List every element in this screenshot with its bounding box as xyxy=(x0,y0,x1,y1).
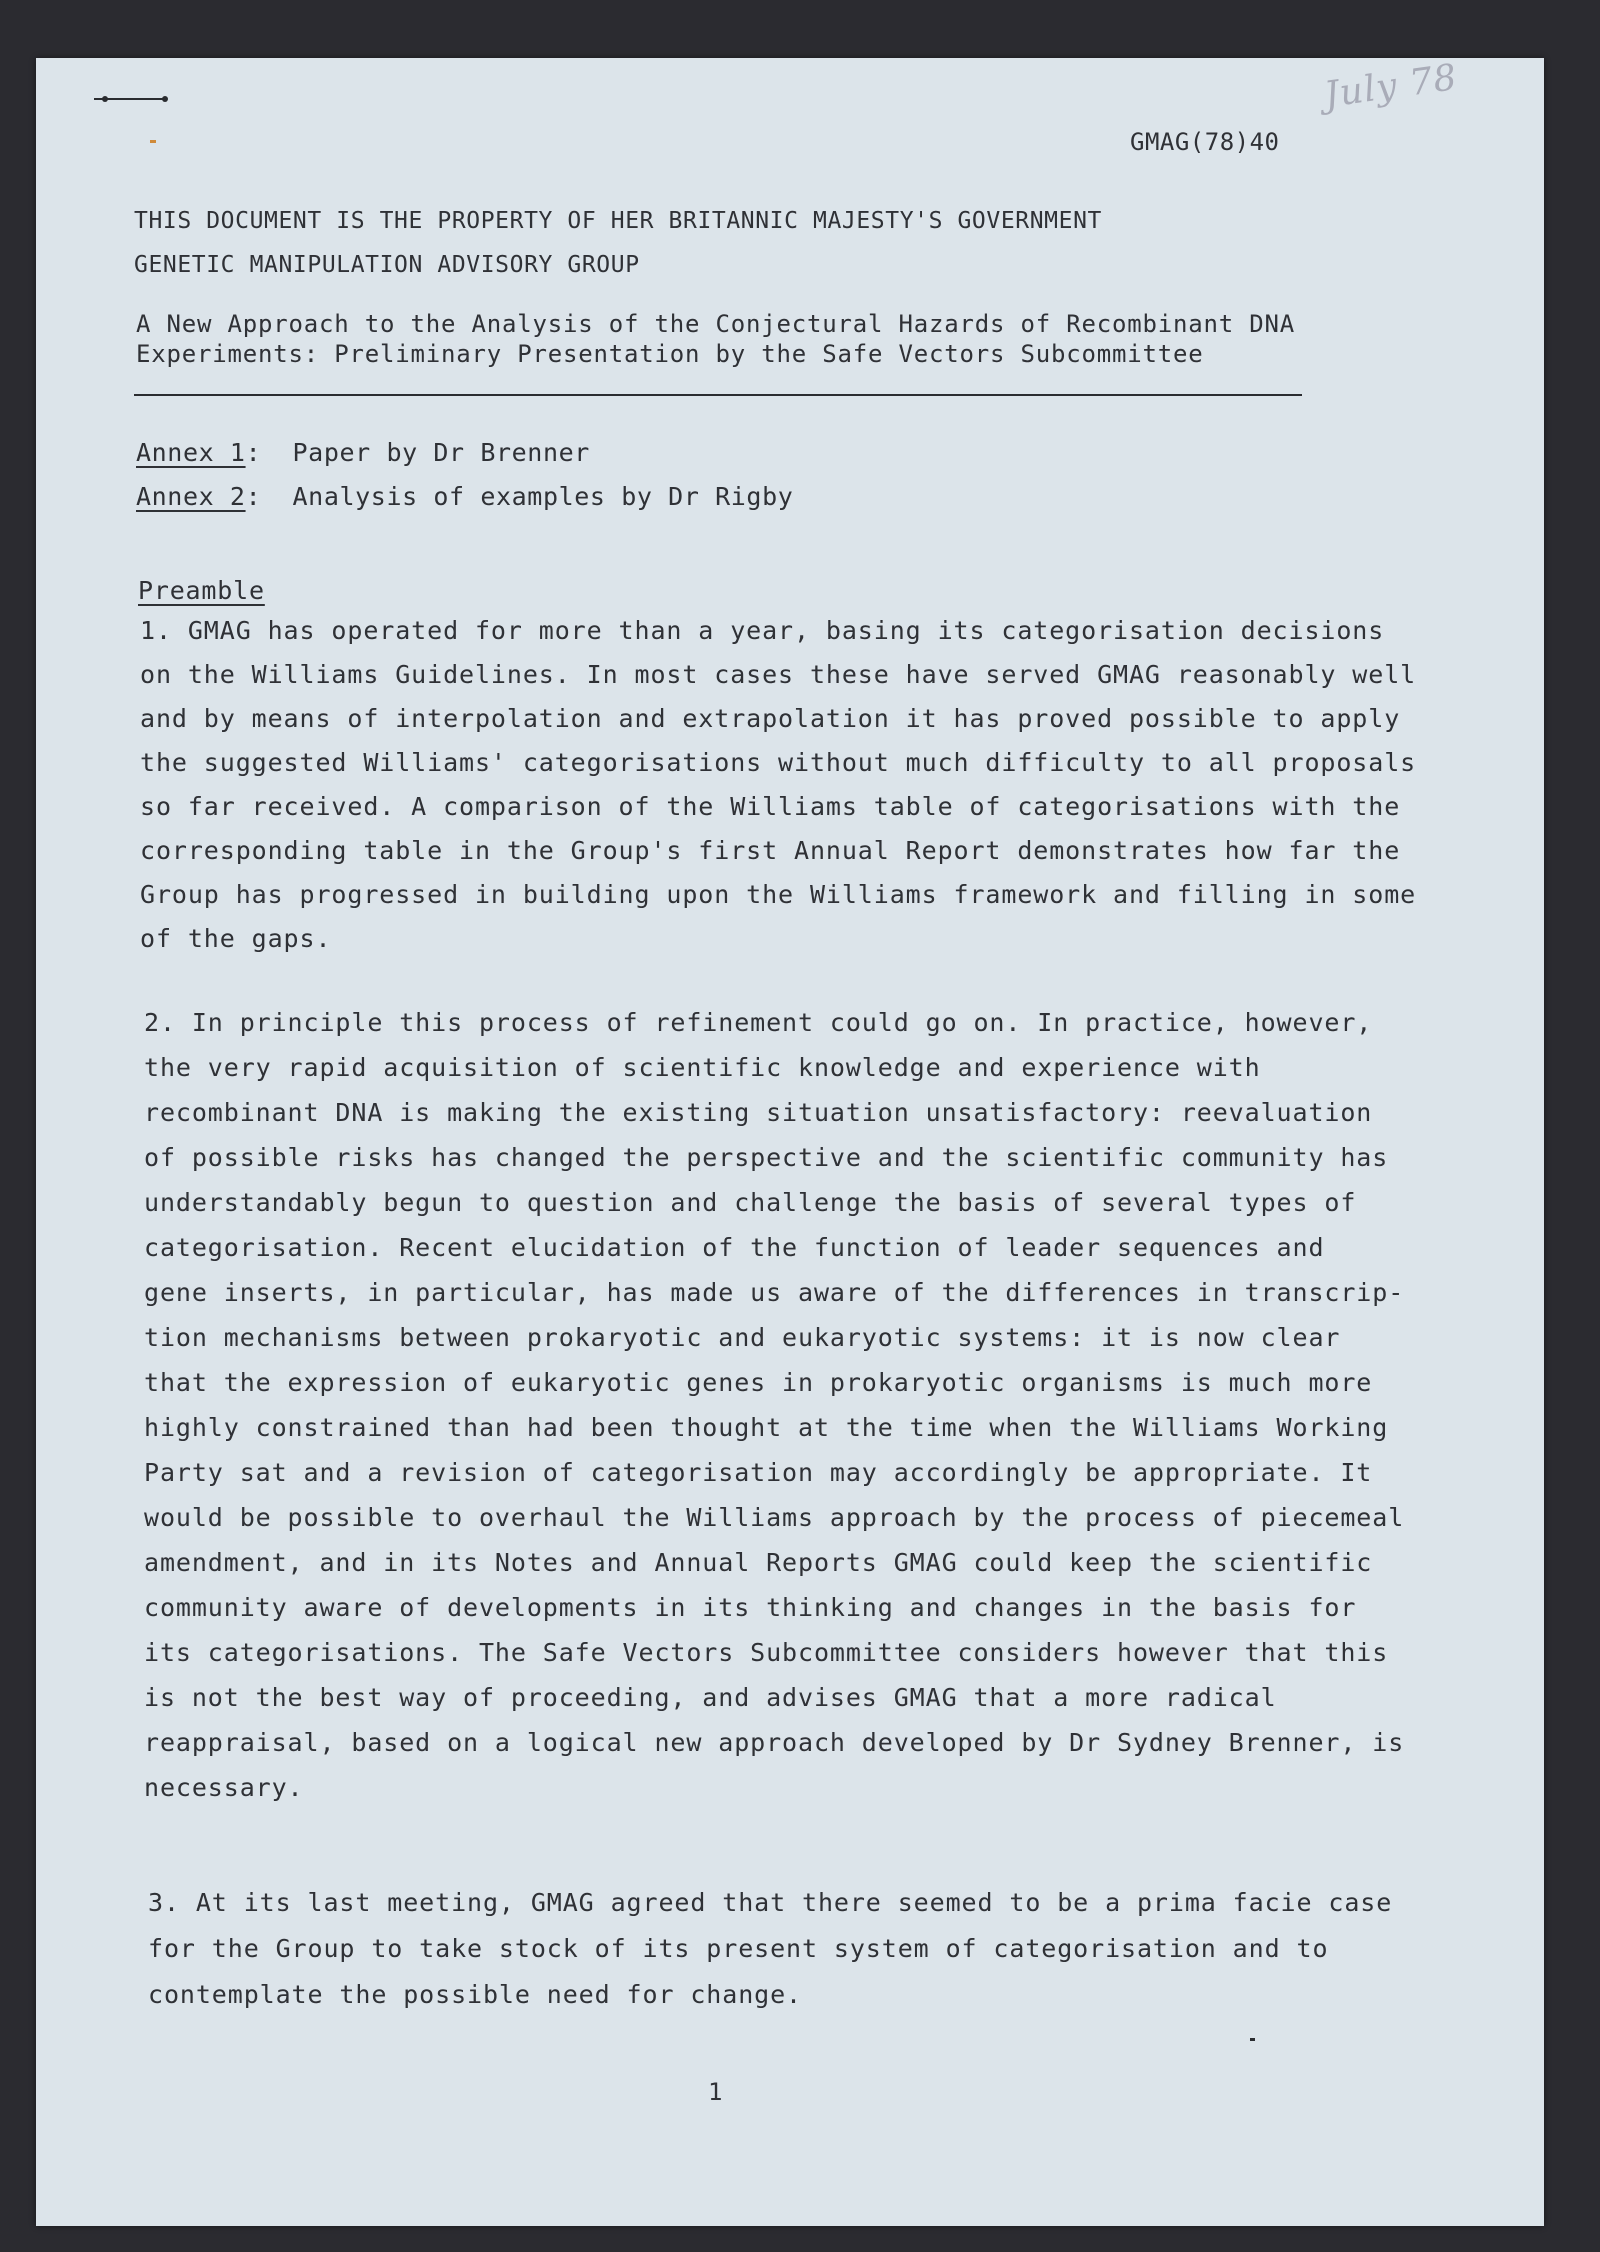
paragraph-2-line: reappraisal, based on a logical new approach developed by Dr Sydney Brenner, is xyxy=(144,1728,1405,1757)
paragraph-3-line: 3. At its last meeting, GMAG agreed that there seemed to be a prima facie case xyxy=(148,1888,1393,1917)
hole-punch-mark xyxy=(102,96,108,102)
paragraph-2-line: of possible risks has changed the perspective and the scientific community has xyxy=(144,1143,1389,1172)
annex-2-text: Analysis of examples by Dr Rigby xyxy=(292,482,794,511)
paragraph-1-line: of the gaps. xyxy=(140,924,332,953)
annex-2-label: Annex 2 xyxy=(136,482,246,511)
paragraph-2-line: its categorisations. The Safe Vectors Subcommittee considers however that this xyxy=(144,1638,1389,1667)
handwritten-date-note: July 78 xyxy=(1321,56,1460,117)
paragraph-1-line: Group has progressed in building upon the Williams framework and filling in some xyxy=(140,880,1417,909)
paragraph-2-line: amendment, and in its Notes and Annual Reports GMAG could keep the scientific xyxy=(144,1548,1373,1577)
annex-2: Annex 2: Analysis of examples by Dr Rigby xyxy=(136,482,794,511)
paragraph-1-line: and by means of interpolation and extrapolation it has proved possible to apply xyxy=(140,704,1401,733)
paragraph-2-line: Party sat and a revision of categorisation may accordingly be appropriate. It xyxy=(144,1458,1373,1487)
property-notice: THIS DOCUMENT IS THE PROPERTY OF HER BRITANNIC MAJESTY'S GOVERNMENT xyxy=(134,208,1102,234)
document-title-line-2: Experiments: Preliminary Presentation by the Safe Vectors Subcommittee xyxy=(136,340,1204,368)
annex-1-label: Annex 1 xyxy=(136,438,246,467)
paragraph-1-line: the suggested Williams' categorisations without much difficulty to all proposals xyxy=(140,748,1417,777)
group-name: GENETIC MANIPULATION ADVISORY GROUP xyxy=(134,252,640,278)
ink-speck xyxy=(1250,2038,1255,2041)
paragraph-2-line: community aware of developments in its thinking and changes in the basis for xyxy=(144,1593,1357,1622)
paragraph-3-line: contemplate the possible need for change. xyxy=(148,1980,803,2009)
paragraph-2-line: 2. In principle this process of refinement could go on. In practice, however, xyxy=(144,1008,1373,1037)
document-title-line-1: A New Approach to the Analysis of the Conjectural Hazards of Recombinant DNA xyxy=(136,310,1295,338)
title-underline-rule xyxy=(134,394,1302,396)
paragraph-2-line: highly constrained than had been thought at the time when the Williams Working xyxy=(144,1413,1389,1442)
paragraph-1-line: 1. GMAG has operated for more than a year, basing its categorisation decisions xyxy=(140,616,1385,645)
paragraph-2-line: that the expression of eukaryotic genes in prokaryotic organisms is much more xyxy=(144,1368,1373,1397)
page-number: 1 xyxy=(708,2078,723,2106)
hole-punch-mark xyxy=(162,96,168,102)
paragraph-3-line: for the Group to take stock of its present system of categorisation and to xyxy=(148,1934,1329,1963)
paragraph-2-line: categorisation. Recent elucidation of the function of leader sequences and xyxy=(144,1233,1325,1262)
paragraph-2-line: gene inserts, in particular, has made us aware of the differences in transcrip- xyxy=(144,1278,1405,1307)
annex-1: Annex 1: Paper by Dr Brenner xyxy=(136,438,590,467)
paragraph-1-line: so far received. A comparison of the Williams table of categorisations with the xyxy=(140,792,1401,821)
paragraph-2-line: tion mechanisms between prokaryotic and eukaryotic systems: it is now clear xyxy=(144,1323,1341,1352)
paragraph-2-line: the very rapid acquisition of scientific knowledge and experience with xyxy=(144,1053,1261,1082)
paragraph-2-line: understandably begun to question and challenge the basis of several types of xyxy=(144,1188,1357,1217)
document-reference: GMAG(78)40 xyxy=(1130,128,1280,156)
paragraph-1-line: corresponding table in the Group's first Annual Report demonstrates how far the xyxy=(140,836,1401,865)
paragraph-2-line: would be possible to overhaul the Williams approach by the process of piecemeal xyxy=(144,1503,1405,1532)
paragraph-2-line: necessary. xyxy=(144,1773,304,1802)
preamble-heading: Preamble xyxy=(138,576,265,605)
paragraph-2-line: is not the best way of proceeding, and advises GMAG that a more radical xyxy=(144,1683,1277,1712)
document-page xyxy=(36,58,1544,2226)
orange-speck xyxy=(150,140,156,143)
annex-1-text: Paper by Dr Brenner xyxy=(292,438,590,467)
paragraph-2-line: recombinant DNA is making the existing situation unsatisfactory: reevaluation xyxy=(144,1098,1373,1127)
paragraph-1-line: on the Williams Guidelines. In most cases these have served GMAG reasonably well xyxy=(140,660,1417,689)
